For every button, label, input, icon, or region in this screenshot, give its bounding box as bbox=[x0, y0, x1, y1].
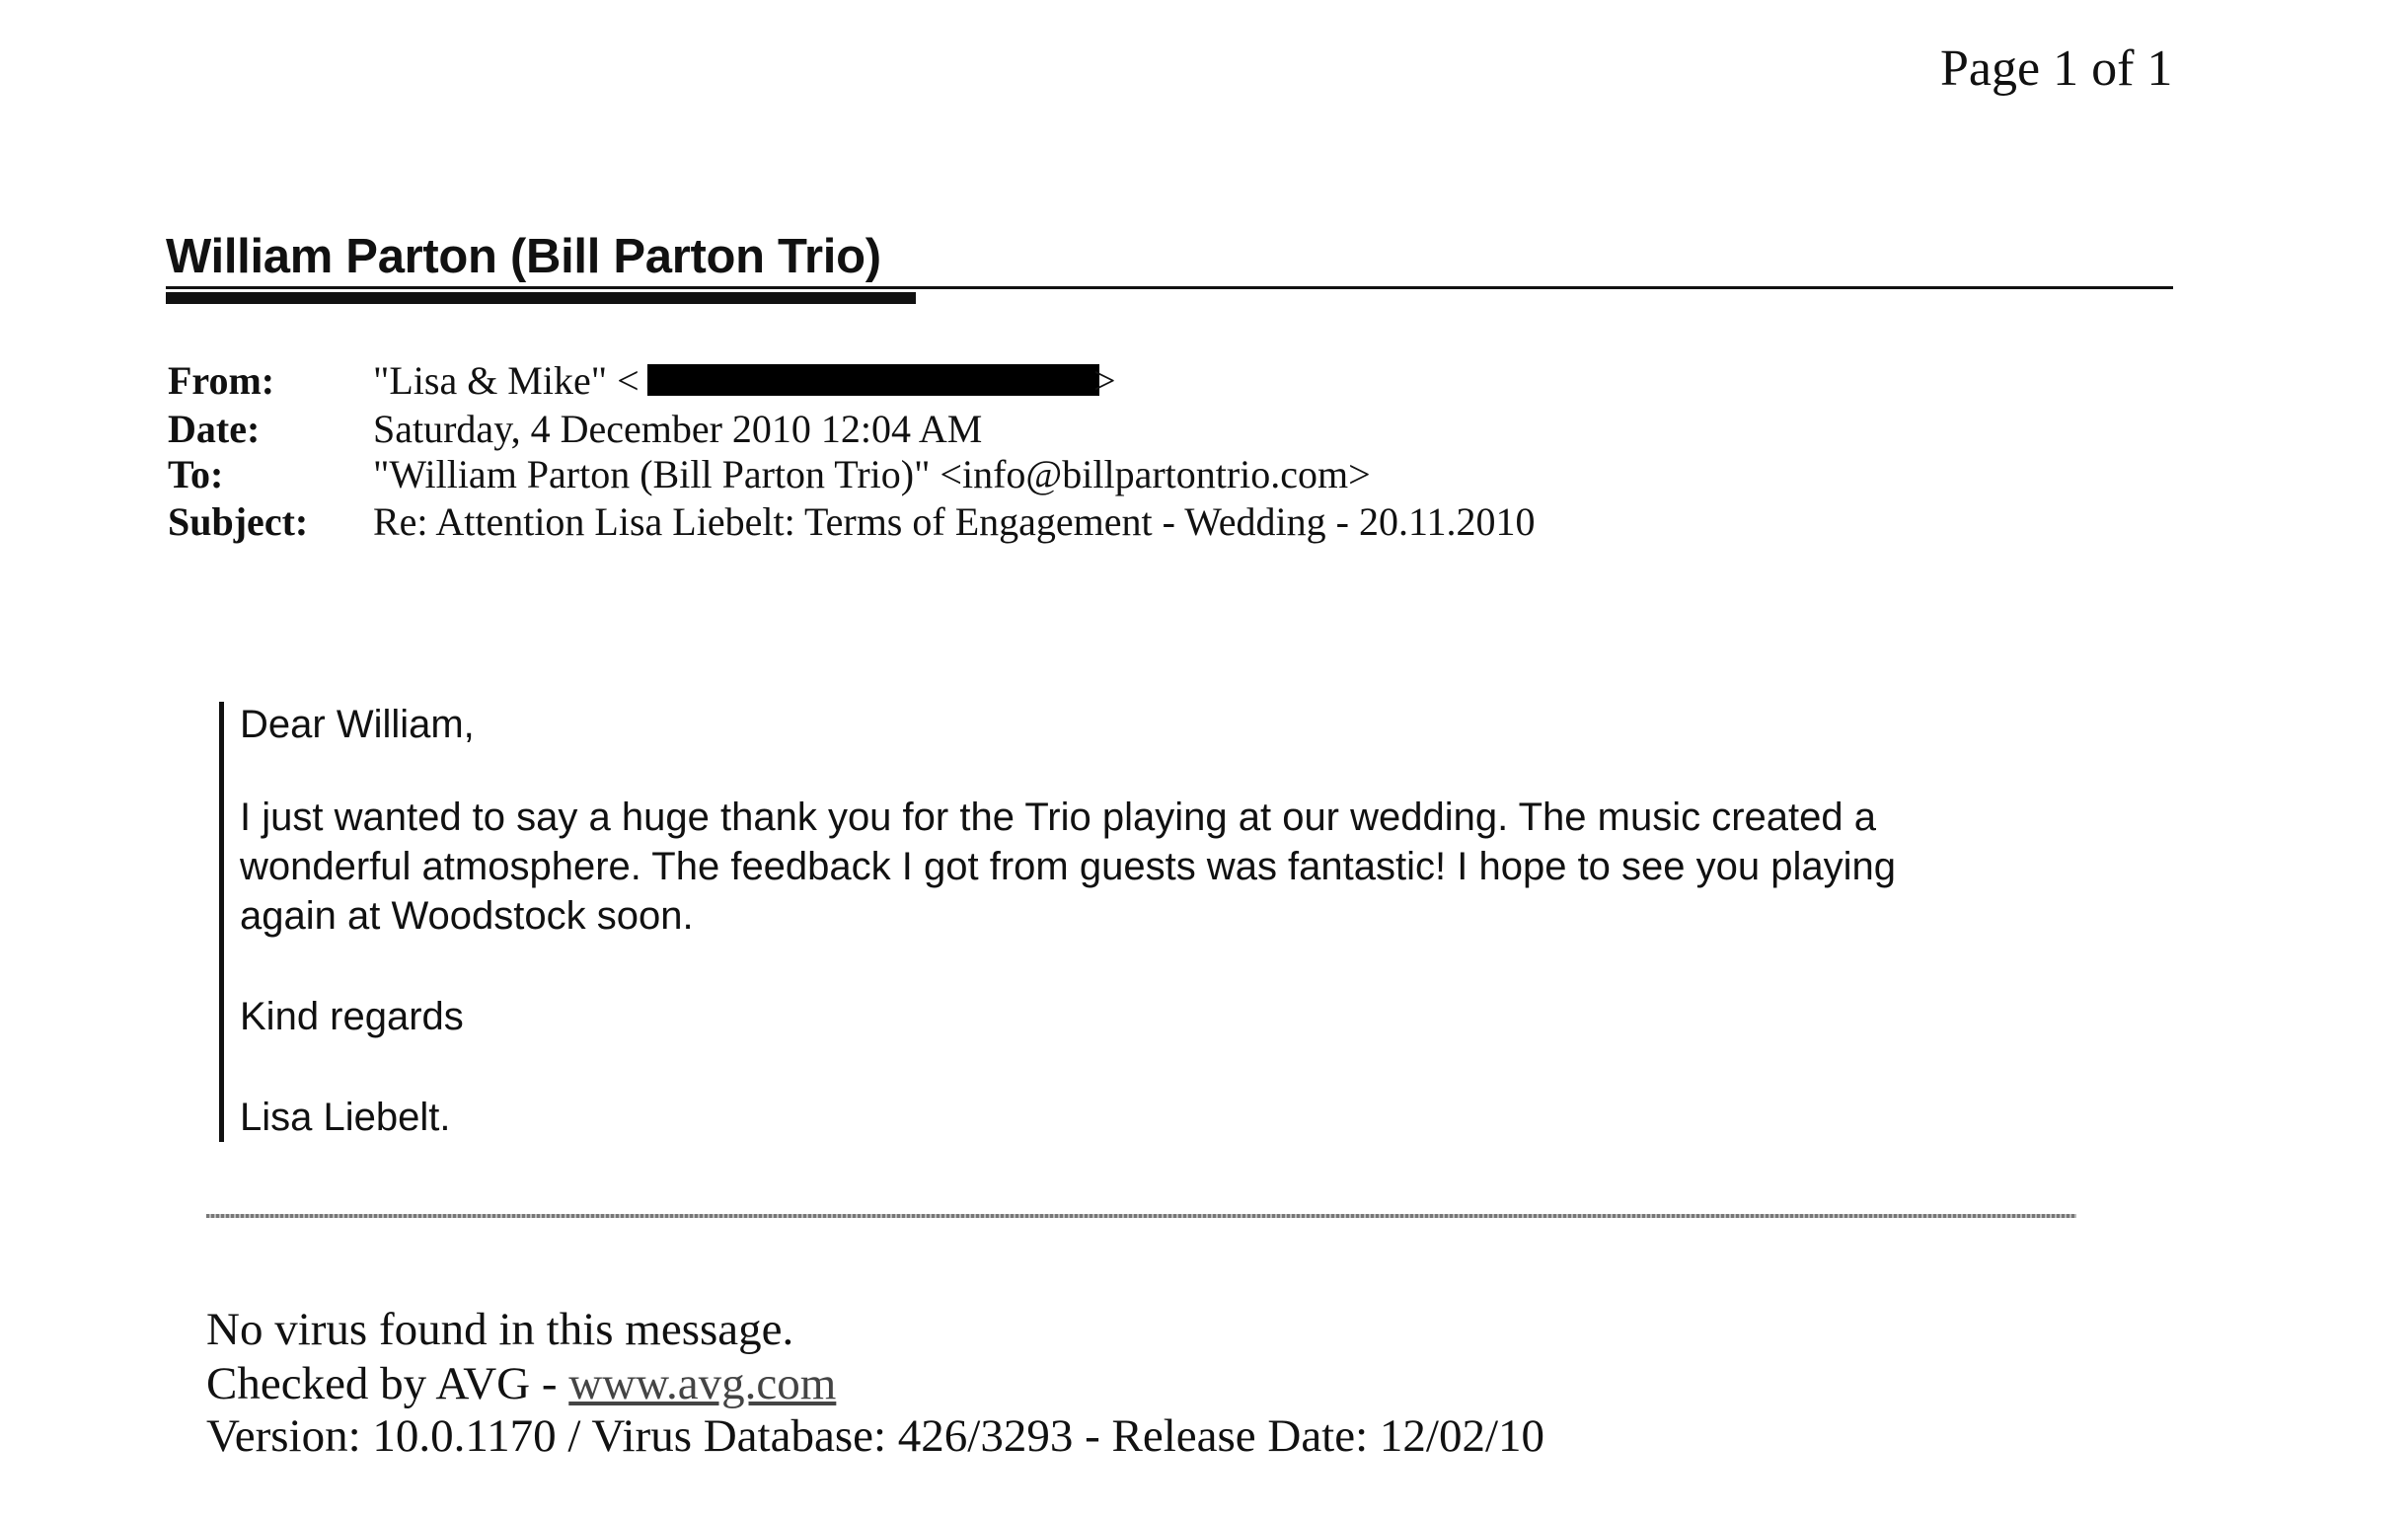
to-value: "William Parton (Bill Parton Trio)" <info@billpartontrio.com> bbox=[373, 452, 1371, 496]
title-underline-bar bbox=[166, 292, 916, 304]
footer-checked-by bbox=[206, 1357, 836, 1410]
from-value-end: > bbox=[1093, 358, 1116, 403]
footer-virus-status: No virus found in this message. bbox=[206, 1304, 794, 1355]
separator-line bbox=[206, 1214, 2076, 1218]
document-title: William Parton (Bill Parton Trio) bbox=[166, 230, 881, 283]
message-line-1: I just wanted to say a huge thank you for the Trio playing at our wedding. The music created a bbox=[240, 796, 1877, 839]
message-closing: Kind regards bbox=[240, 995, 464, 1038]
subject-value: Re: Attention Lisa Liebelt: Terms of Engagement - Wedding - 20.11.2010 bbox=[373, 499, 1536, 544]
message-line-3: again at Woodstock soon. bbox=[240, 894, 694, 938]
to-label: To: bbox=[168, 452, 224, 496]
footer-version-info: Version: 10.0.1170 / Virus Database: 426/3293 - Release Date: 12/02/10 bbox=[206, 1410, 1545, 1462]
message-line-2: wonderful atmosphere. The feedback I got from guests was fantastic! I hope to see you playing bbox=[240, 845, 1897, 888]
quote-bar bbox=[219, 702, 224, 1142]
from-label: From: bbox=[168, 358, 275, 403]
from-value: "Lisa & Mike" < bbox=[373, 358, 640, 403]
date-value: Saturday, 4 December 2010 12:04 AM bbox=[373, 407, 983, 451]
redacted-email-block bbox=[647, 364, 1099, 396]
title-rule bbox=[166, 286, 2173, 289]
subject-label: Subject: bbox=[168, 499, 309, 544]
message-signature: Lisa Liebelt. bbox=[240, 1096, 451, 1139]
date-label: Date: bbox=[168, 407, 261, 451]
message-greeting: Dear William, bbox=[240, 703, 475, 746]
footer-checked-prefix: Checked by AVG - bbox=[206, 1358, 569, 1409]
page-number: Page 1 of 1 bbox=[1940, 40, 2173, 97]
avg-link[interactable]: www.avg.com bbox=[568, 1358, 837, 1409]
